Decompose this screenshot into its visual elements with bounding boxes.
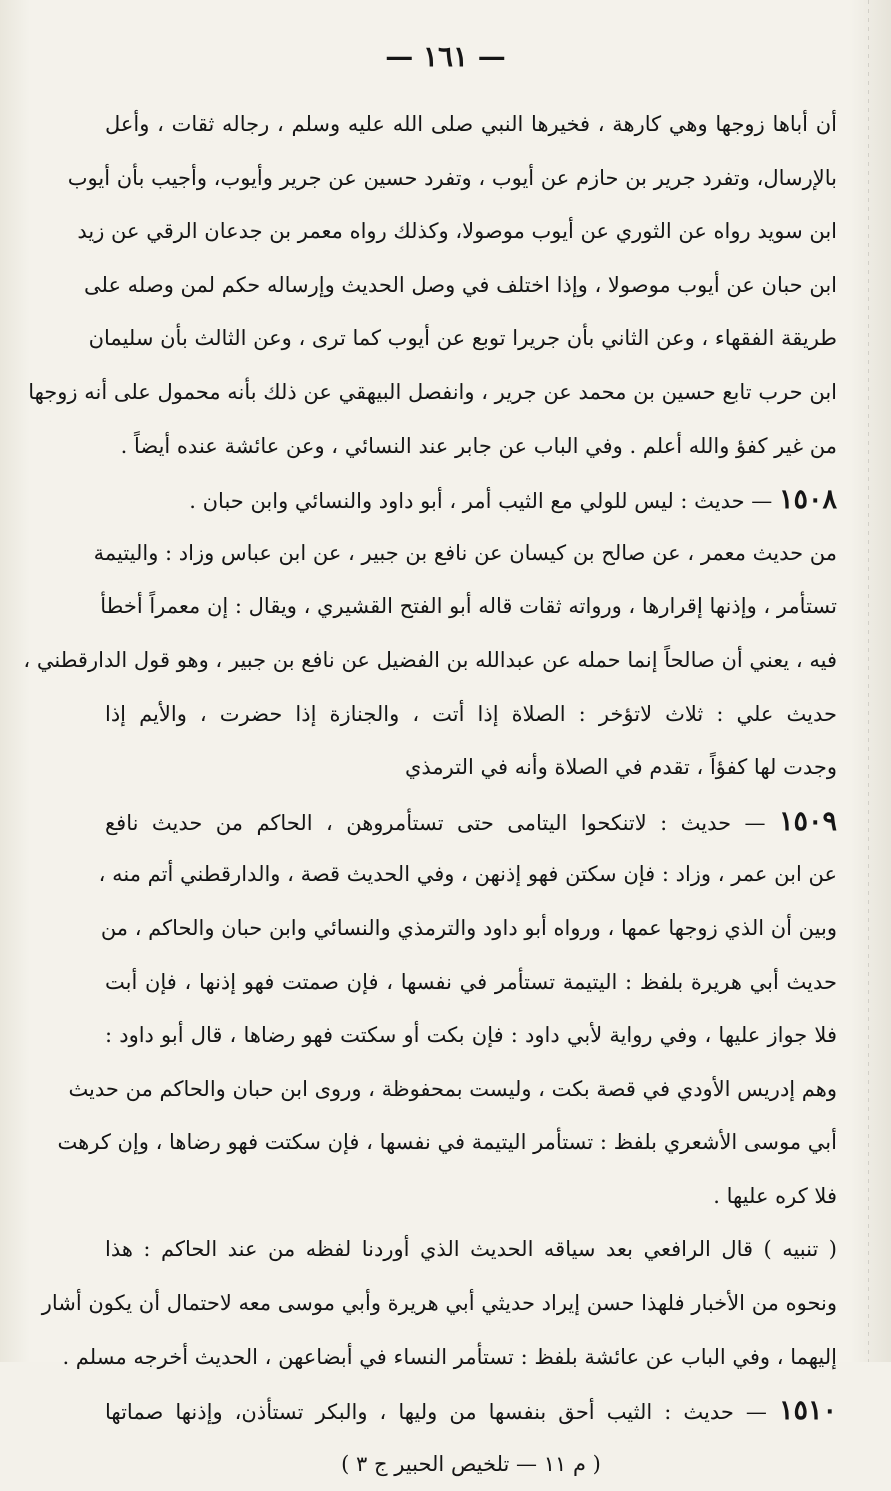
line-text: طريقة الفقهاء ، وعن الثاني بأن جريرا توبع عن أيوب كما ترى ، وعن الثالث بأن سليمان: [88, 326, 837, 351]
text-line: [100, 902, 837, 956]
line-text: بالإرسال، وتفرد جرير بن حازم عن أيوب ، وتفرد حسين عن جرير وأيوب، وأجيب بأن أيوب: [67, 165, 837, 190]
line-text: وبين أن الذي زوجها عمها ، ورواه أبو داود والترمذي والنسائي وابن حبان والحاكم ، من: [100, 915, 837, 940]
hadith-heading-line: [105, 1384, 837, 1438]
page-number: — ١٦١ —: [385, 40, 506, 73]
hadith-heading-line: [105, 473, 837, 527]
text-line: [105, 741, 837, 795]
text-line: [105, 688, 837, 742]
line-text: ابن حرب تابع حسين بن محمد عن جرير ، وانفصل البيهقي عن ذلك بأنه محمول على أنه زوجها: [28, 379, 837, 404]
text-line: [62, 1331, 837, 1385]
line-text: من غير كفؤ والله أعلم . وفي الباب عن جابر عند النسائي ، وعن عائشة عنده أيضاً .: [120, 433, 837, 458]
text-line: [84, 259, 837, 313]
line-text: فيه ، يعني أن صالحاً إنما حمله عن عبدالله بن الفضيل عن نافع بن جبير ، وهو قول الدارقطني ،: [23, 647, 837, 672]
text-line: [77, 205, 837, 259]
line-text: وهم إدريس الأودي في قصة بكت ، وليست بمحفوظة ، وروى ابن حبان والحاكم من حديث: [68, 1076, 837, 1101]
text-line: [41, 1277, 837, 1331]
text-line: [68, 1063, 837, 1117]
text-line: [105, 956, 837, 1010]
text-line: [105, 1009, 837, 1063]
line-text: ( تنبيه ) قال الرافعي بعد سياقه الحديث الذي أوردنا لفظه من عند الحاكم : هذا: [105, 1237, 837, 1262]
line-text: ونحوه من الأخبار فلهذا حسن إيراد حديثي أبي هريرة وأبي موسى معه لاحتمال أن يكون أشار: [41, 1291, 837, 1316]
hadith-number: ١٥٠٨: [778, 484, 837, 516]
line-text: ابن سويد رواه عن الثوري عن أيوب موصولا، وكذلك رواه معمر بن جدعان الرقي عن زيد: [77, 219, 837, 244]
line-text: فلا جواز عليها ، وفي رواية لأبي داود : فإن بكت أو سكتت فهو رضاها ، قال أبو داود :: [105, 1023, 837, 1048]
text-line: [28, 366, 837, 420]
text-line: [105, 420, 837, 474]
line-text: عن ابن عمر ، وزاد : فإن سكتن فهو إذنهن ، وفي الحديث قصة ، والدارقطني أتم منه ،: [98, 862, 837, 887]
text-line: [105, 1223, 837, 1277]
text-line: [100, 580, 837, 634]
text-line: [93, 527, 837, 581]
line-text: وجدت لها كفؤاً ، تقدم في الصلاة وأنه في الترمذي: [404, 755, 837, 780]
text-line: [67, 152, 837, 206]
text-line: [105, 1170, 837, 1224]
line-text: أبي موسى الأشعري بلفظ : تستأمر اليتيمة في نفسها ، فإن سكتت فهو رضاها ، وإن كرهت: [57, 1130, 837, 1155]
text-line: [23, 634, 837, 688]
line-text: إليهما ، وفي الباب عن عائشة بلفظ : تستأمر النساء في أبضاعهن ، الحديث أخرجه مسلم .: [62, 1344, 837, 1369]
line-text: — حديث : لاتنكحوا اليتامى حتى تستأمروهن ، الحاكم من حديث نافع: [105, 810, 779, 835]
line-text: من حديث معمر ، عن صالح بن كيسان عن نافع بن جبير ، عن ابن عباس وزاد : واليتيمة: [93, 540, 837, 565]
line-text: ( م ١١ — تلخيص الحبير ج ٣ ): [341, 1451, 601, 1476]
hadith-number: ١٥٠٩: [778, 805, 837, 837]
page-body: [23, 98, 837, 1491]
line-text: حديث أبي هريرة بلفظ : اليتيمة تستأمر في نفسها ، فإن صمتت فهو إذنها ، فإن أبت: [105, 969, 837, 994]
line-text: حديث علي : ثلاث لاتؤخر : الصلاة إذا أتت ، والجنازة إذا حضرت ، والأيم إذا: [105, 701, 837, 726]
page-footer-line: [105, 1438, 837, 1491]
text-line: [57, 1116, 837, 1170]
hadith-number: ١٥١٠: [778, 1395, 837, 1427]
text-line: [88, 312, 837, 366]
text-line: [98, 848, 837, 902]
line-text: أن أباها زوجها وهي كارهة ، فخيرها النبي صلى الله عليه وسلم ، رجاله ثقات ، وأعل: [105, 112, 837, 136]
page-edge: [868, 0, 869, 1362]
line-text: — حديث : ليس للولي مع الثيب أمر ، أبو داود والنسائي وابن حبان .: [189, 489, 779, 514]
text-line: [105, 98, 837, 152]
line-text: فلا كره عليها .: [713, 1183, 837, 1208]
line-text: — حديث : الثيب أحق بنفسها من وليها ، والبكر تستأذن، وإذنها صماتها: [105, 1400, 779, 1425]
line-text: ابن حبان عن أيوب موصولا ، وإذا اختلف في وصل الحديث وإرساله حكم لمن وصله على: [84, 272, 837, 297]
hadith-heading-line: [105, 795, 837, 849]
line-text: تستأمر ، وإذنها إقرارها ، ورواته ثقات قاله أبو الفتح القشيري ، ويقال : إن معمراً أخطأ: [100, 594, 837, 619]
